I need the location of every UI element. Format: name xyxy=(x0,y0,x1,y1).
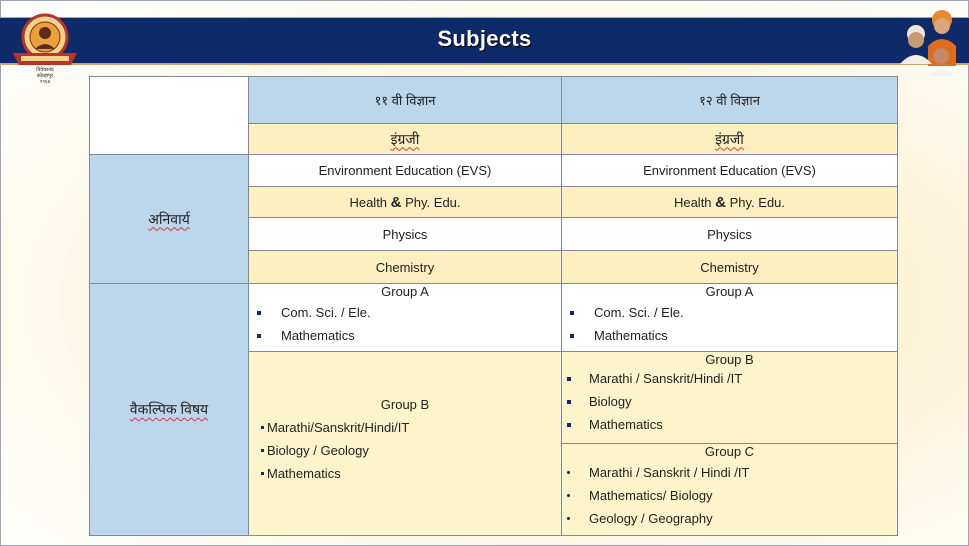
column-header-11: ११ वी विज्ञान xyxy=(249,77,562,124)
group-b-12 xyxy=(562,352,898,444)
language-12: इंग्रजी xyxy=(715,130,744,147)
subjects-table xyxy=(89,76,898,536)
group-c-12 xyxy=(562,444,898,536)
compulsory-label-cell xyxy=(90,155,249,284)
health-11-amp: & xyxy=(390,193,402,211)
logo-caption-line2: कोल्हापूर xyxy=(36,73,54,79)
group-c-12-title: Group C xyxy=(704,444,755,459)
list-item: Com. Sci. / Ele. xyxy=(562,305,897,320)
logo-caption xyxy=(8,67,82,85)
group-b-12-title: Group B xyxy=(705,352,754,367)
list-item: Mathematics xyxy=(249,328,561,343)
list-item: Marathi / Sanskrit/Hindi /IT xyxy=(562,371,897,386)
physics-11: Physics xyxy=(249,218,562,251)
physics-12: Physics xyxy=(562,218,898,251)
evs-12: Environment Education (EVS) xyxy=(562,155,898,187)
list-item: Marathi / Sanskrit / Hindi /IT xyxy=(562,465,897,480)
logo-caption-line3: १९६४ xyxy=(39,79,51,85)
column-header-12: १२ वी विज्ञान xyxy=(562,77,898,124)
health-12 xyxy=(562,187,898,218)
title-bar xyxy=(0,17,969,65)
health-12-a: Health xyxy=(673,194,712,210)
evs-11: Environment Education (EVS) xyxy=(249,155,562,187)
language-cell-12 xyxy=(562,124,898,155)
optional-label: वैकल्पिक विषय xyxy=(129,401,209,417)
health-11-a: Health xyxy=(349,194,388,210)
list-item: Biology / Geology xyxy=(249,443,561,458)
compulsory-label: अनिवार्य xyxy=(148,210,190,227)
health-12-amp: & xyxy=(715,193,726,211)
language-11: इंग्रजी xyxy=(390,130,420,147)
optional-label-cell xyxy=(90,284,249,536)
health-11-b: Phy. Edu. xyxy=(405,194,461,210)
list-item: Mathematics xyxy=(249,466,561,481)
group-a-11 xyxy=(249,284,562,352)
corner-cell xyxy=(90,77,249,155)
chemistry-11: Chemistry xyxy=(249,251,562,284)
list-item: Com. Sci. / Ele. xyxy=(249,305,561,320)
portraits-image xyxy=(896,6,966,78)
list-item: Mathematics xyxy=(562,328,897,343)
chemistry-12: Chemistry xyxy=(562,251,898,284)
list-item: Mathematics/ Biology xyxy=(562,488,897,503)
health-11 xyxy=(249,187,562,218)
group-b-11 xyxy=(249,352,562,536)
list-item: Mathematics xyxy=(562,417,897,432)
list-item: Geology / Geography xyxy=(562,511,897,526)
health-12-b: Phy. Edu. xyxy=(729,194,786,210)
group-a-12 xyxy=(562,284,898,352)
group-b-11-title: Group B xyxy=(380,397,430,412)
slide-title: Subjects xyxy=(437,26,532,51)
group-a-11-title: Group A xyxy=(381,284,429,299)
list-item: Biology xyxy=(562,394,897,409)
language-cell-11 xyxy=(249,124,562,155)
logo-caption-line1: विवेकानंद xyxy=(36,67,54,73)
group-a-12-title: Group A xyxy=(705,284,754,299)
list-item: Marathi/Sanskrit/Hindi/IT xyxy=(249,420,561,435)
